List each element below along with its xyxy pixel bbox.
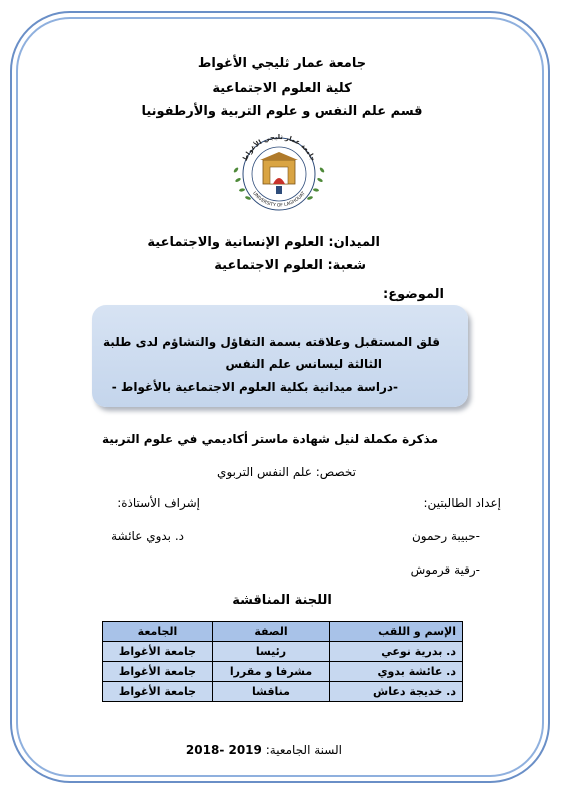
- table-row: [103, 662, 463, 682]
- svg-text:UNIVERSITY OF LAGHOUAT: UNIVERSITY OF LAGHOUAT: [251, 191, 307, 209]
- subject-label: الموضوع:: [383, 287, 444, 302]
- prepared-by-label: إعداد الطالبتين:: [423, 496, 501, 510]
- faculty-name: كلية العلوم الاجتماعية: [212, 81, 352, 96]
- table-row: [103, 682, 463, 702]
- student-name: -رقية قرموش: [410, 563, 480, 577]
- academic-year: [186, 743, 342, 757]
- academic-year-label: السنة الجامعية:: [265, 743, 342, 757]
- academic-year-value: 2018- 2019: [185, 743, 262, 757]
- member-role: مناقشا: [213, 682, 330, 702]
- supervision-label: إشراف الأستاذة:: [117, 496, 200, 510]
- member-university: جامعة الأغواط: [103, 682, 213, 702]
- member-university: جامعة الأغواط: [103, 662, 213, 682]
- specialty-label: تخصص: علم النفس التربوي: [217, 465, 356, 479]
- column-header-role: الصفة: [213, 622, 330, 642]
- committee-table: [102, 621, 463, 702]
- university-name: جامعة عمار ثليجي الأغواط: [197, 56, 367, 71]
- committee-title: اللجنة المناقشة: [232, 593, 332, 608]
- topic-line-3: -دراسة ميدانية بكلية العلوم الاجتماعية بالأغواط -: [111, 380, 398, 394]
- supervisor-name: د. بدوي عائشة: [111, 529, 184, 543]
- member-name: د. عائشة بدوي: [330, 662, 463, 682]
- member-role: رئيسا: [213, 642, 330, 662]
- table-header-row: [103, 622, 463, 642]
- column-header-university: الجامعة: [103, 622, 213, 642]
- branch-label: شعبة: العلوم الاجتماعية: [214, 258, 366, 273]
- memo-description: مذكرة مكملة لنيل شهادة ماستر أكاديمي في علوم التربية: [101, 432, 438, 446]
- table-row: [103, 642, 463, 662]
- member-name: د. خديجة دعاش: [330, 682, 463, 702]
- member-role: مشرفا و مقررا: [213, 662, 330, 682]
- university-logo: [230, 130, 328, 216]
- topic-line-2: الثالثة ليسانس علم النفس: [225, 357, 382, 371]
- student-name: -حبيبة رحمون: [411, 529, 480, 543]
- topic-box: [92, 305, 468, 407]
- field-label: الميدان: العلوم الإنسانية والاجتماعية: [147, 235, 380, 250]
- member-university: جامعة الأغواط: [103, 642, 213, 662]
- svg-text:جامعة عمار ثليجي الأغواط: جامعة عمار ثليجي الأغواط: [240, 133, 318, 163]
- department-name: قسم علم النفس و علوم التربية والأرطفونيا: [141, 104, 423, 119]
- column-header-name: الإسم و اللقب: [330, 622, 463, 642]
- topic-line-1: قلق المستقبل وعلاقته بسمة التفاؤل والتشاؤم لدى طلبة: [103, 335, 440, 349]
- member-name: د. بدرية نوعي: [330, 642, 463, 662]
